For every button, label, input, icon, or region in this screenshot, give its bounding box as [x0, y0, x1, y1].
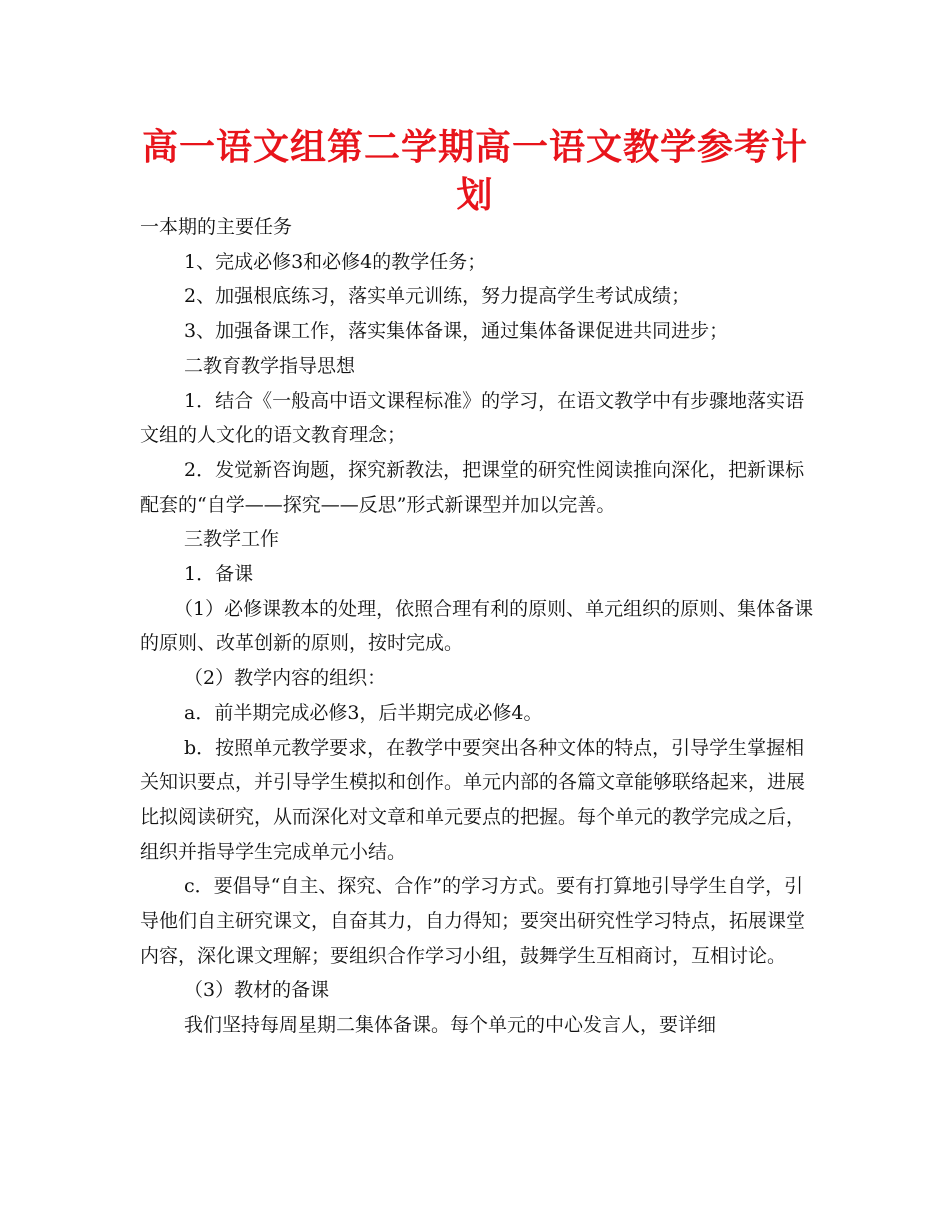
paragraph: 我们坚持每周星期二集体备课。每个单元的中心发言人，要详细: [184, 1014, 717, 1037]
section-heading: 三教学工作: [184, 528, 280, 551]
paragraph: （1）必修课教本的处理，依照合理有利的原则、单元组织的原则、集体备课的原则、改革创新的原则，按时完成。: [140, 597, 814, 655]
paragraph: 1．结合《一般高中语文课程标准》的学习，在语文教学中有步骤地落实语文组的人文化的语文教育理念；: [140, 389, 805, 447]
subsection-heading: 1．备课: [184, 563, 254, 586]
paragraph: （3）教材的备课: [184, 979, 330, 1002]
section-heading: 二教育教学指导思想: [184, 354, 356, 377]
paragraph: b．按照单元教学要求，在教学中要突出各种文体的特点，引导学生掌握相关知识要点，并引导学生模拟和创作。单元内部的各篇文章能够联络起来，进展比拟阅读研究，从而深化对文章和单元要点的把握。每个单元的教学完成之后，组织并指导学生完成单元小结。: [140, 736, 806, 863]
paragraph: c．要倡导“自主、探究、合作”的学习方式。要有打算地引导学生自学，引导他们自主研究课文，自奋其力，自力得知；要突出研究性学习特点，拓展课堂内容，深化课文理解；要组织合作学习小组，鼓舞学生互相商讨，互相讨论。: [140, 875, 806, 967]
paragraph: a．前半期完成必修3，后半期完成必修4。: [184, 701, 543, 724]
paragraph: 2．发觉新咨询题，探究新教法，把课堂的研究性阅读推向深化，把新课标配套的“自学——探究——反思”形式新课型并加以完善。: [140, 458, 805, 516]
paragraph: 1、完成必修3和必修4的教学任务；: [184, 250, 487, 273]
paragraph: （2）教学内容的组织：: [184, 667, 387, 690]
paragraph: 3、加强备课工作，落实集体备课，通过集体备课促进共同进步；: [184, 320, 729, 343]
section-heading: 一本期的主要任务: [140, 216, 293, 238]
document-body: [140, 210, 820, 1043]
paragraph: 2、加强根底练习，落实单元训练，努力提高学生考试成绩；: [184, 285, 691, 308]
document-title: 高一语文组第二学期高一语文教学参考计划: [141, 127, 808, 216]
